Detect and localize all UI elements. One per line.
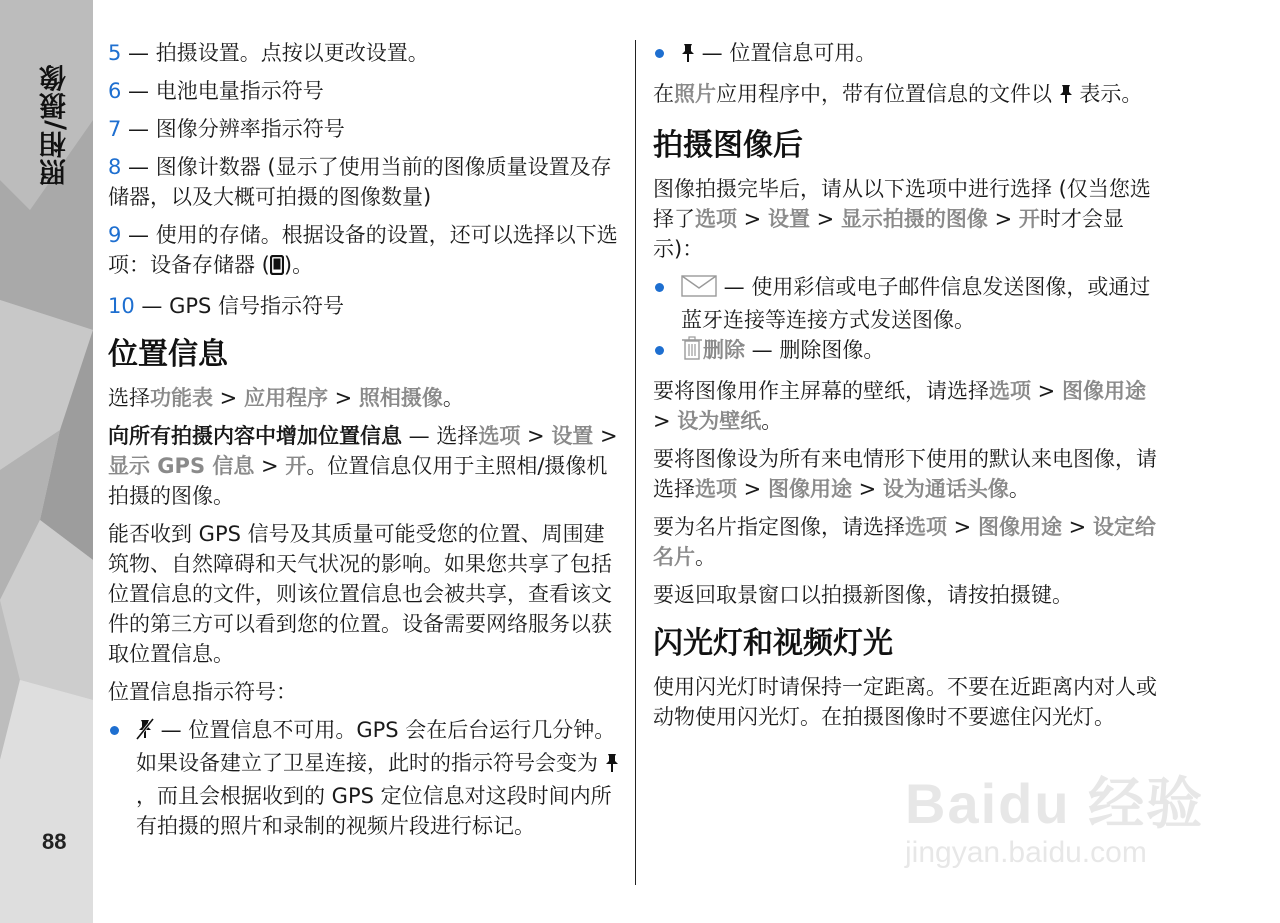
- gps-pin-icon: [1059, 82, 1073, 112]
- watermark-brand: Baidu 经验: [905, 772, 1205, 835]
- list-item: 8 — 图像计数器 (显示了使用当前的图像质量设置及存储器，以及大概可拍摄的图像数量): [108, 155, 612, 209]
- add-location-paragraph: 向所有拍摄内容中增加位置信息 — 选择选项 > 设置 > 显示 GPS 信息 > 开。位置信息仅用于主照相/摄像机拍摄的图像。: [108, 424, 618, 508]
- return-paragraph: 要返回取景窗口以拍摄新图像，请按拍摄键。: [653, 583, 1073, 607]
- select-path: 选择功能表 > 应用程序 > 照相摄像。: [108, 386, 464, 410]
- after-options-list: [653, 272, 1168, 368]
- gps-quality-paragraph: 能否收到 GPS 信号及其质量可能受您的位置、周围建筑物、自然障碍和天气状况的影响。如果您共享了包括位置信息的文件，则该位置信息也会被共享，查看该文件的第三方可以看到您的位置。设备需要网络服务以获取位置信息。: [108, 522, 612, 666]
- envelope-icon: [681, 275, 717, 305]
- list-item: — 位置信息不可用。GPS 会在后台运行几分钟。如果设备建立了卫星连接，此时的指示符号会变为 ，而且会根据收到的 GPS 定位信息对这段时间内所有拍摄的照片和录制的视频片段进行标记。: [108, 715, 623, 841]
- left-column: [108, 38, 623, 841]
- section-title: 照相/摄像: [40, 63, 71, 186]
- flash-paragraph: 使用闪光灯时请保持一定距离。不要在近距离内对人或动物使用闪光灯。在拍摄图像时不要遮住闪光灯。: [653, 675, 1157, 729]
- side-strip: [0, 0, 93, 923]
- call-image-paragraph: 要将图像设为所有来电情形下使用的默认来电图像，请选择选项 > 图像用途 > 设为通话头像。: [653, 447, 1157, 501]
- list-item: 6 — 电池电量指示符号: [108, 79, 324, 103]
- available-list: [653, 38, 1168, 71]
- heading-flash: 闪光灯和视频灯光: [653, 626, 893, 661]
- heading-after-capture: 拍摄图像后: [653, 128, 803, 163]
- wallpaper-paragraph: 要将图像用作主屏幕的壁纸，请选择选项 > 图像用途 > 设为壁纸。: [653, 379, 1146, 433]
- gps-pin-icon: [605, 751, 619, 781]
- trash-icon: [681, 336, 703, 368]
- list-item: 10 — GPS 信号指示符号: [108, 294, 345, 318]
- after-intro-paragraph: 图像拍摄完毕后，请从以下选项中进行选择 (仅当您选择了选项 > 设置 > 显示拍摄的图像 > 开时才会显示)：: [653, 177, 1151, 261]
- phone-memory-icon: [270, 253, 284, 283]
- list-item: 9 — 使用的存储。根据设备的设置，还可以选择以下选项：设备存储器 ( )。: [108, 220, 623, 283]
- list-item: 删除 — 删除图像。: [653, 335, 1168, 368]
- right-column: [653, 38, 1168, 732]
- baidu-watermark: [905, 760, 1205, 870]
- list-item: 7 — 图像分辨率指示符号: [108, 117, 345, 141]
- list-item: 5 — 拍摄设置。点按以更改设置。: [108, 41, 429, 65]
- contact-image-paragraph: 要为名片指定图像，请选择选项 > 图像用途 > 设定给名片。: [653, 515, 1156, 569]
- heading-location: 位置信息: [108, 337, 228, 372]
- list-item: — 使用彩信或电子邮件信息发送图像，或通过蓝牙连接等连接方式发送图像。: [653, 272, 1168, 335]
- column-divider: [635, 40, 636, 885]
- photos-paragraph: 在照片应用程序中，带有位置信息的文件以 表示。: [653, 79, 1168, 112]
- page-number: 88: [42, 829, 67, 854]
- list-item: — 位置信息可用。: [653, 38, 1168, 71]
- gps-pin-icon: [681, 41, 695, 71]
- gps-unavailable-icon: [136, 718, 154, 748]
- watermark-url: jingyan.baidu.com: [905, 836, 1147, 869]
- indicator-label: 位置信息指示符号：: [108, 680, 297, 704]
- indicator-list: [108, 715, 623, 841]
